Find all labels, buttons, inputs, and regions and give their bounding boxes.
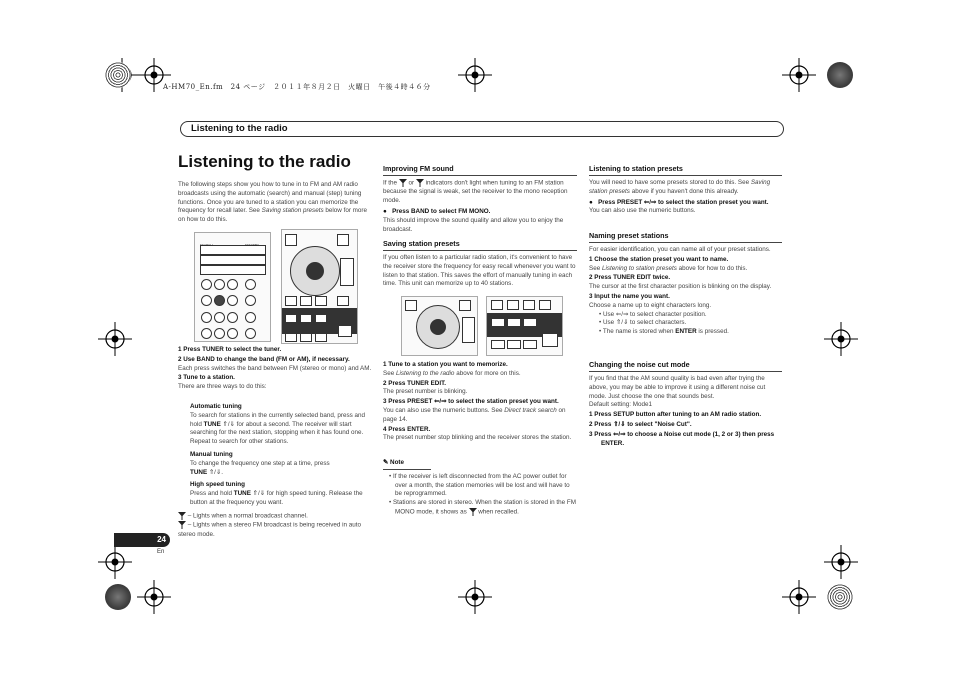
print-target-icon — [827, 62, 853, 88]
noise-cut-section: Changing the noise cut mode If you find that the AM sound quality is bad even after trying the above, you may be able to improve it using a different noise cut mode. Just choose the one that sounds best. Default setting: Mode1 1 Press SETUP button after tuning to an AM radio station. 2 Press ⇑/⇓ to select "Noise Cut". 3 Press ⇐/⇒ to choose a Noise cut mode (1, 2 or 3) then press ENTER. — [589, 360, 782, 448]
registration-mark-icon — [782, 580, 816, 614]
saving-presets-section: Saving station presets If you often listen to a particular radio station, it's convenient to have the receiver store the frequency for easy recall whenever you want to listen to that station. This saves the effort of manually tuning in each time. This unit can memorize up to 40 stations. — [383, 239, 576, 288]
tuning-methods: Automatic tuning To search for stations in the currently selected band, press and hold TUNE ⇑/⇓ for about a second. The receiver will start searching for the next station, stopping when it has found one. Repeat to search for other stations. Manual tuning To change the frequency one step at a time, press TUNE ⇑/⇓. High speed tuning Press and hold TUNE ⇑/⇓ for high speed tuning. Release the button at the frequency you want. — [190, 403, 366, 506]
page-lang: En — [157, 549, 165, 555]
registration-mark-icon — [458, 58, 492, 92]
naming-presets-section: Naming preset stations For easier identification, you can name all of your preset stations. 1 Choose the station preset you want to name. See Listening to station presets above for how to do this. 2 Press TUNER EDIT twice. The cursor at the first character position is blinking on the display. 3 Input the name you want. Choose a name up to eight characters long. • Use ⇐/⇒ to select character position. • Use ⇑/⇓ to select characters. • The name is stored when ENTER is pressed. — [589, 231, 782, 337]
remote-control-illustration — [401, 296, 478, 356]
listening-presets-section: Listening to station presets You will need to have some presets stored to do this. See Saving station presets above if you haven't done this already. ● Press PRESET ⇐/⇒ to select the station preset you want. You can also use the numeric buttons. — [589, 164, 782, 216]
tuned-indicator-icon — [399, 179, 407, 187]
improving-fm-section: Improving FM sound If the or indicators don't light when tuning to an FM station because the signal is weak, set the receiver to the mono reception mode. ● Press BAND to select FM MONO. This should improve the sound quality and allow you to enjoy the broadcast. — [383, 164, 577, 234]
print-target-icon — [105, 62, 131, 88]
note-box: ✎ Note • If the receiver is left disconnected from the AC power outlet for over a month, the station memories will be lost and will have to be reprogrammed. • Stations are stored in stereo. When the station is stored in the FM MONO mode, it shows as when recalled. — [383, 459, 577, 516]
registration-mark-icon — [98, 322, 132, 356]
registration-mark-icon — [824, 545, 858, 579]
registration-mark-icon — [782, 58, 816, 92]
tuned-indicator-icon — [178, 512, 186, 520]
registration-mark-icon — [98, 545, 132, 579]
section-header-bar — [180, 121, 784, 137]
page-title: Listening to the radio — [178, 152, 351, 171]
step-list: 1 Press TUNER to select the tuner. 2 Use BAND to change the band (FM or AM), if necessary. Each press switches the band between FM (stereo or mono) and AM. 3 Tune to a station. There are three ways to do this: — [178, 346, 372, 391]
section-title: Listening to the radio — [191, 123, 288, 134]
stereo-indicator-icon — [416, 179, 424, 187]
page-number-tab — [114, 533, 170, 547]
file-header-line: A-HM70_En.fm 24 ページ ２０１１年８月２日 火曜日 午後４時４６分 — [163, 83, 431, 91]
registration-mark-icon — [458, 580, 492, 614]
tuned-indicator-icon — [469, 508, 477, 516]
stereo-indicator-icon — [178, 521, 186, 529]
intro-paragraph: The following steps show you how to tune in to FM and AM radio broadcasts using the automatic (search) and manual (step) tuning functions. Once you are tuned to a station you can memorize the frequency for recall later. See Saving station presets below for more on how to do this. — [178, 181, 368, 224]
registration-mark-icon — [824, 322, 858, 356]
indicator-legend: – Lights when a normal broadcast channel. – Lights when a stereo FM broadcast is being received in auto stereo mode. — [178, 512, 362, 538]
note-icon: ✎ — [383, 459, 389, 466]
remote-control-illustration: SEARCH STANDBY — [194, 232, 271, 342]
remote-control-illustration — [486, 296, 563, 356]
page-number: 24 — [157, 535, 166, 544]
print-target-icon — [827, 584, 853, 610]
print-target-icon — [105, 584, 131, 610]
saving-steps: 1 Tune to a station you want to memorize. See Listening to the radio above for more on this. 2 Press TUNER EDIT. The preset number is blinking. 3 Press PRESET ⇐/⇒ to select the station preset you want. You can also use the numeric buttons. See Direct track search on page 14. 4 Press ENTER. The preset number stop blinking and the receiver stores the station. — [383, 361, 572, 442]
remote-control-illustration — [281, 229, 358, 344]
registration-mark-icon — [137, 580, 171, 614]
